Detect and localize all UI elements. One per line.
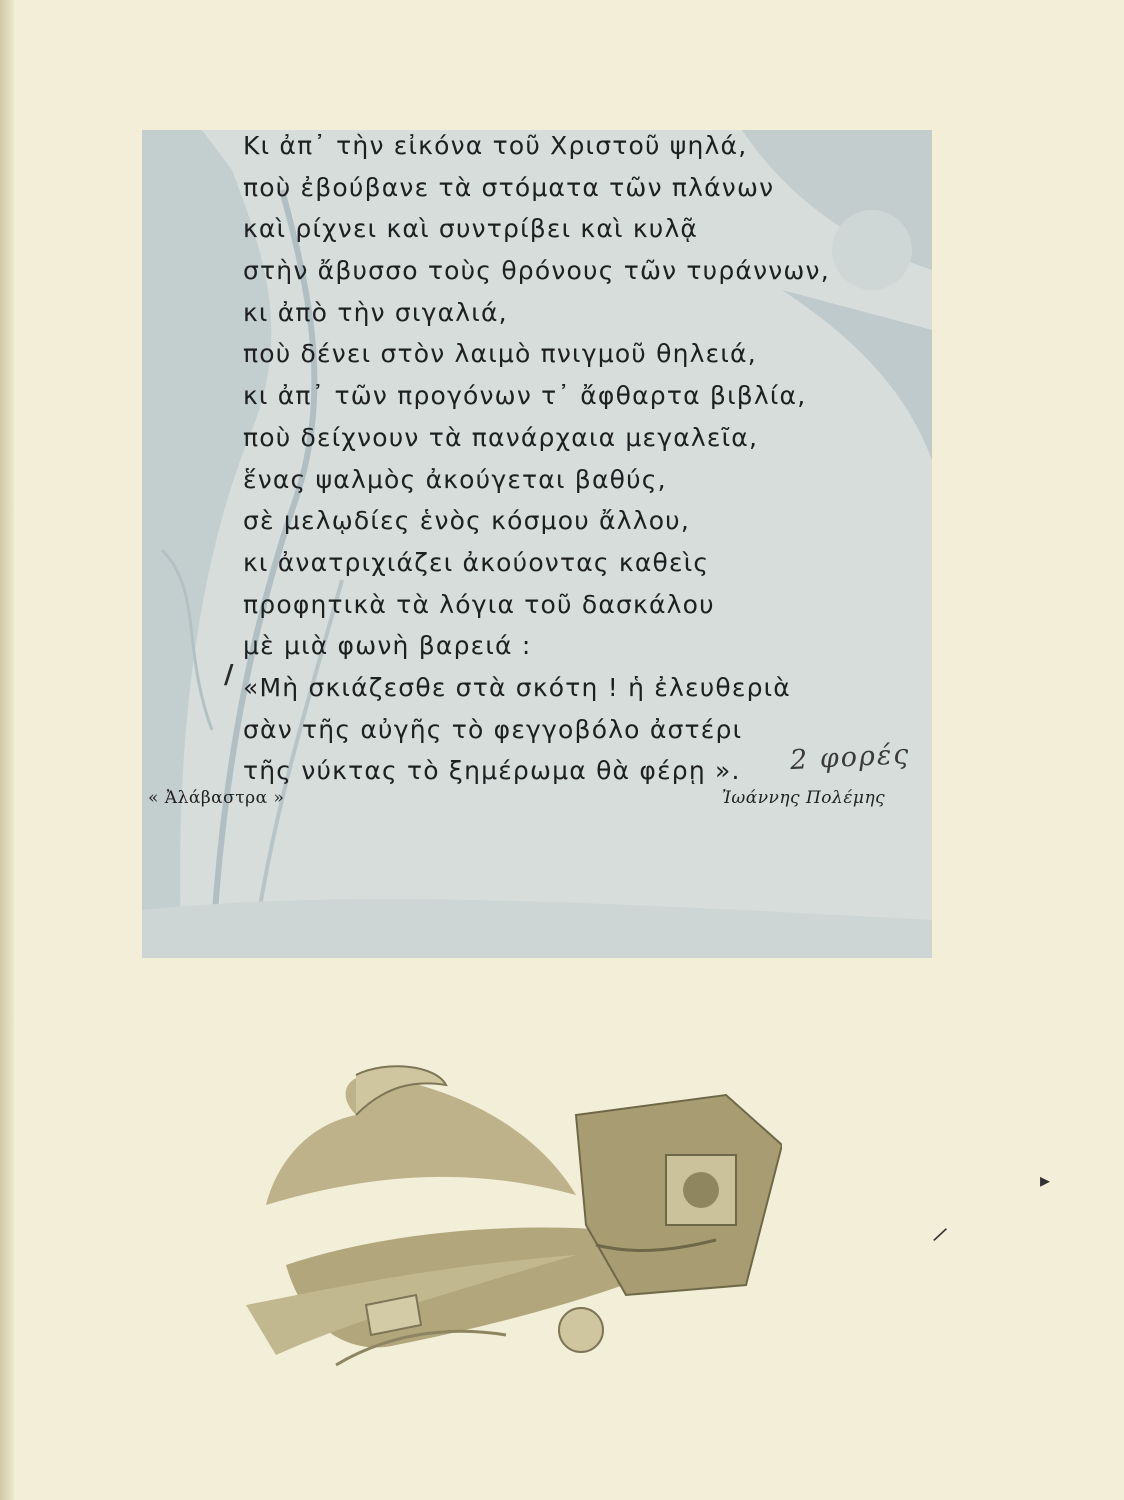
source-title: « Ἀλάβαστρα »	[148, 788, 285, 808]
poem-line: προφητικὰ τὰ λόγια τοῦ δασκάλου	[243, 589, 715, 619]
poem-line: κι ἀνατριχιάζει ἀκούοντας καθεὶς	[243, 547, 710, 577]
handwritten-note: 2 φορές	[789, 738, 912, 777]
poem-line: «Μὴ σκιάζεσθε στὰ σκότη ! ἡ ἐλευθεριὰ	[243, 672, 791, 702]
poem-line: σὰν τῆς αὐγῆς τὸ φεγγοβόλο ἀστέρι	[243, 714, 743, 744]
poem-line: ποὺ δείχνουν τὰ πανάρχαια μεγαλεῖα,	[243, 422, 759, 452]
poem-line: Κι ἀπ᾿ τὴν εἰκόνα τοῦ Χριστοῦ ψηλά,	[243, 131, 748, 160]
poem-line: καὶ ρίχνει καὶ συντρίβει καὶ κυλᾷ	[243, 214, 699, 244]
poem-line: στὴν ἄβυσσο τοὺς θρόνους τῶν τυράννων,	[243, 256, 830, 286]
poem-line: ποὺ δένει στὸν λαιμὸ πνιγμοῦ θηλειά,	[243, 339, 757, 369]
poem-stanza	[243, 125, 903, 792]
ink-speck: ▸	[1040, 1168, 1051, 1192]
handwritten-bracket-mark: /	[224, 660, 234, 690]
poem-line: κι ἀπὸ τὴν σιγαλιά,	[243, 297, 508, 327]
poem-line: μὲ μιὰ φωνὴ βαρειά :	[243, 631, 532, 661]
poem-line: σὲ μελῳδίες ἑνὸς κόσμου ἄλλου,	[243, 506, 690, 536]
poem-line: κι ἀπ᾿ τῶν προγόνων τ᾿ ἄφθαρτα βιβλία,	[243, 381, 807, 411]
binding-shadow	[0, 0, 14, 1500]
author-name: Ἰωάννης Πολέμης	[722, 788, 886, 808]
poem-line: τῆς νύκτας τὸ ξημέρωμα θὰ φέρῃ ».	[243, 756, 741, 786]
poem-line: ποὺ ἐβούβανε τὰ στόματα τῶν πλάνων	[243, 172, 775, 202]
scroll-quill-inkwell-vignette	[246, 1055, 782, 1385]
poem-line: ἕνας ψαλμὸς ἀκούγεται βαθύς,	[243, 464, 667, 494]
ink-speck: /	[931, 1221, 950, 1247]
